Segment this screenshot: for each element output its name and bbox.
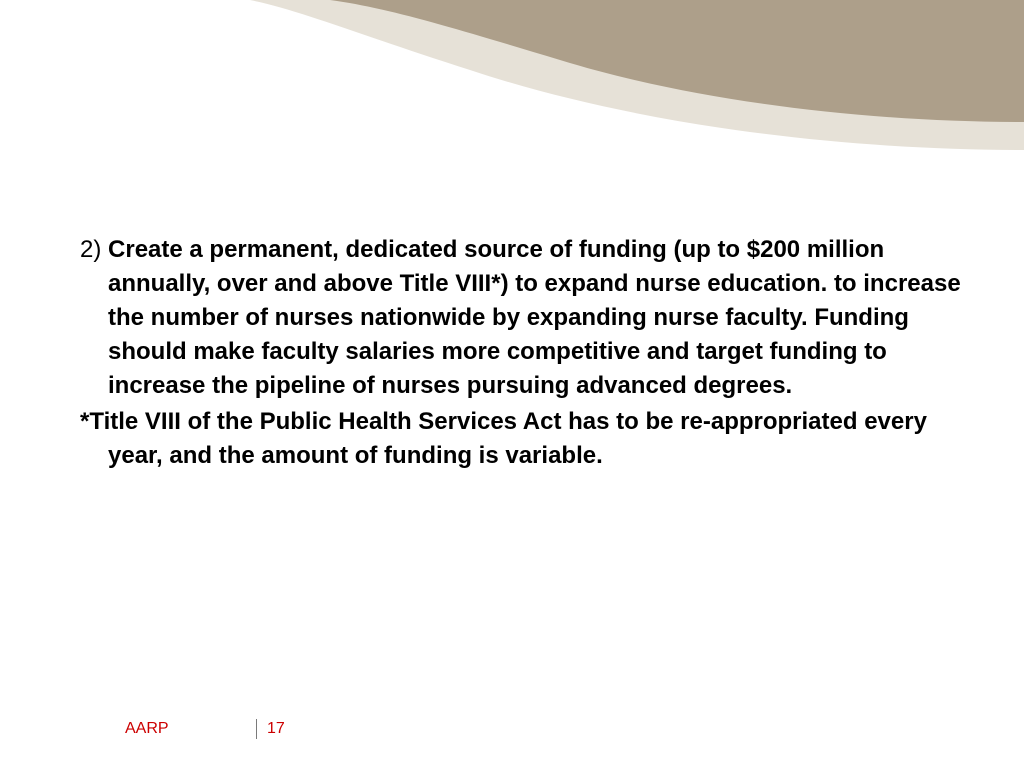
slide-body — [80, 233, 970, 475]
item-number: 2) — [80, 236, 102, 263]
item-text: Create a permanent, dedicated source of funding (up to $200 million annually, over and above Title VIII*) to expand nurse education. to increase the number of nurses nationwide by expanding nurse faculty. Funding should make faculty salaries more competitive and target funding to increase the pipeline of nurses pursuing advanced degrees. — [108, 236, 961, 399]
footnote: *Title VIII of the Public Health Services Act has to be re-appropriated every year, and the amount of funding is variable. — [80, 408, 927, 469]
header-swoosh-decoration — [0, 0, 1024, 160]
footer-brand: AARP — [125, 720, 169, 737]
footer-divider — [256, 719, 257, 739]
numbered-item — [80, 233, 970, 403]
page-number: 17 — [267, 720, 285, 737]
